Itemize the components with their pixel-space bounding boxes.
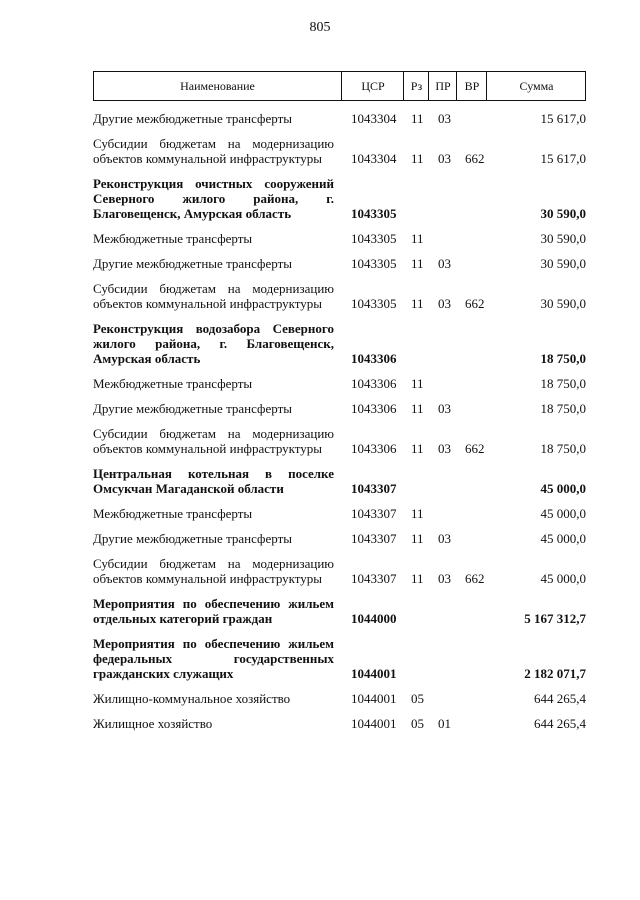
row-sum: 18 750,0 xyxy=(540,376,586,391)
row-code: 1043305 xyxy=(351,256,397,271)
row-vr: 662 xyxy=(465,151,485,166)
row-sum: 30 590,0 xyxy=(540,296,586,311)
row-vr: 662 xyxy=(465,571,485,586)
row-name: Мероприятия по обеспечению жильем отдельных категорий граждан xyxy=(93,596,334,626)
table-row xyxy=(93,225,586,250)
table-row xyxy=(93,590,586,630)
table-row xyxy=(93,315,586,370)
row-code: 1043305 xyxy=(351,206,397,221)
table-row xyxy=(93,525,586,550)
row-code: 1043307 xyxy=(351,506,397,521)
page-number: 805 xyxy=(309,20,331,35)
row-name: Межбюджетные трансферты xyxy=(93,231,253,246)
row-code: 1043307 xyxy=(351,571,397,586)
row-code: 1043306 xyxy=(351,351,397,366)
row-name: Межбюджетные трансферты xyxy=(93,376,253,391)
row-rz: 05 xyxy=(411,691,424,706)
table-row xyxy=(93,630,586,685)
row-pr: 03 xyxy=(438,256,451,271)
row-name: Центральная котельная в поселке Омсукчан Магаданской области xyxy=(93,466,334,496)
table-row xyxy=(93,420,586,460)
row-code: 1043307 xyxy=(351,481,397,496)
row-pr: 03 xyxy=(438,111,451,126)
row-pr: 03 xyxy=(438,296,451,311)
row-rz: 11 xyxy=(411,296,424,311)
row-pr: 03 xyxy=(438,531,451,546)
table-body xyxy=(93,105,586,735)
header-rz: Рз xyxy=(403,72,429,100)
table-row xyxy=(93,500,586,525)
table-row xyxy=(93,685,586,710)
row-name: Мероприятия по обеспечению жильем федеральных государственных гражданских служащих xyxy=(93,636,334,681)
row-rz: 11 xyxy=(411,111,424,126)
row-sum: 30 590,0 xyxy=(540,256,586,271)
row-sum: 45 000,0 xyxy=(540,506,586,521)
row-pr: 03 xyxy=(438,441,451,456)
row-rz: 05 xyxy=(411,716,424,731)
row-sum: 45 000,0 xyxy=(540,481,586,496)
row-name: Другие межбюджетные трансферты xyxy=(93,531,292,546)
row-rz: 11 xyxy=(411,571,424,586)
row-code: 1044001 xyxy=(351,691,397,706)
row-sum: 18 750,0 xyxy=(540,401,586,416)
row-code: 1043304 xyxy=(351,151,397,166)
row-code: 1043306 xyxy=(351,441,397,456)
row-code: 1043304 xyxy=(351,111,397,126)
row-rz: 11 xyxy=(411,376,424,391)
row-name: Межбюджетные трансферты xyxy=(93,506,253,521)
header-pr: ПР xyxy=(428,72,457,100)
row-sum: 30 590,0 xyxy=(540,206,586,221)
row-rz: 11 xyxy=(411,401,424,416)
row-sum: 45 000,0 xyxy=(540,531,586,546)
row-rz: 11 xyxy=(411,441,424,456)
header-vr: ВР xyxy=(456,72,487,100)
row-name: Субсидии бюджетам на модернизацию объектов коммунальной инфраструктуры xyxy=(93,136,334,166)
row-pr: 03 xyxy=(438,571,451,586)
table-row xyxy=(93,105,586,130)
row-sum: 644 265,4 xyxy=(534,716,586,731)
table-row xyxy=(93,130,586,170)
row-name: Субсидии бюджетам на модернизацию объектов коммунальной инфраструктуры xyxy=(93,556,334,586)
row-pr: 01 xyxy=(438,716,451,731)
row-name: Субсидии бюджетам на модернизацию объектов коммунальной инфраструктуры xyxy=(93,281,334,311)
table-row xyxy=(93,275,586,315)
table-row xyxy=(93,460,586,500)
row-sum: 18 750,0 xyxy=(540,441,586,456)
row-name: Жилищное хозяйство xyxy=(93,716,213,731)
row-code: 1044001 xyxy=(351,716,397,731)
row-pr: 03 xyxy=(438,401,451,416)
row-sum: 45 000,0 xyxy=(540,571,586,586)
row-sum: 30 590,0 xyxy=(540,231,586,246)
row-code: 1043306 xyxy=(351,401,397,416)
table-row xyxy=(93,170,586,225)
row-sum: 18 750,0 xyxy=(540,351,586,366)
row-code: 1043305 xyxy=(351,296,397,311)
row-sum: 15 617,0 xyxy=(540,151,586,166)
row-name: Жилищно-коммунальное хозяйство xyxy=(93,691,291,706)
row-name: Другие межбюджетные трансферты xyxy=(93,256,292,271)
row-rz: 11 xyxy=(411,506,424,521)
row-name: Реконструкция очистных сооружений Северного жилого района, г. Благовещенск, Амурская область xyxy=(93,176,334,221)
header-name: Наименование xyxy=(180,79,255,93)
row-name: Другие межбюджетные трансферты xyxy=(93,401,292,416)
row-rz: 11 xyxy=(411,531,424,546)
row-code: 1044001 xyxy=(351,666,397,681)
row-name: Реконструкция водозабора Северного жилого района, г. Благовещенск, Амурская область xyxy=(93,321,334,366)
row-code: 1044000 xyxy=(351,611,397,626)
table-row xyxy=(93,710,586,735)
row-vr: 662 xyxy=(465,296,485,311)
row-name: Другие межбюджетные трансферты xyxy=(93,111,292,126)
table-header xyxy=(93,71,586,101)
row-sum: 2 182 071,7 xyxy=(524,666,586,681)
table-row xyxy=(93,250,586,275)
header-code: ЦСР xyxy=(341,72,404,100)
header-sum: Сумма xyxy=(486,72,586,100)
row-rz: 11 xyxy=(411,151,424,166)
row-rz: 11 xyxy=(411,256,424,271)
row-code: 1043305 xyxy=(351,231,397,246)
row-rz: 11 xyxy=(411,231,424,246)
row-vr: 662 xyxy=(465,441,485,456)
row-name: Субсидии бюджетам на модернизацию объектов коммунальной инфраструктуры xyxy=(93,426,334,456)
row-sum: 644 265,4 xyxy=(534,691,586,706)
table-row xyxy=(93,370,586,395)
row-sum: 5 167 312,7 xyxy=(524,611,586,626)
row-sum: 15 617,0 xyxy=(540,111,586,126)
row-code: 1043306 xyxy=(351,376,397,391)
row-pr: 03 xyxy=(438,151,451,166)
row-code: 1043307 xyxy=(351,531,397,546)
table-row xyxy=(93,550,586,590)
table-row xyxy=(93,395,586,420)
